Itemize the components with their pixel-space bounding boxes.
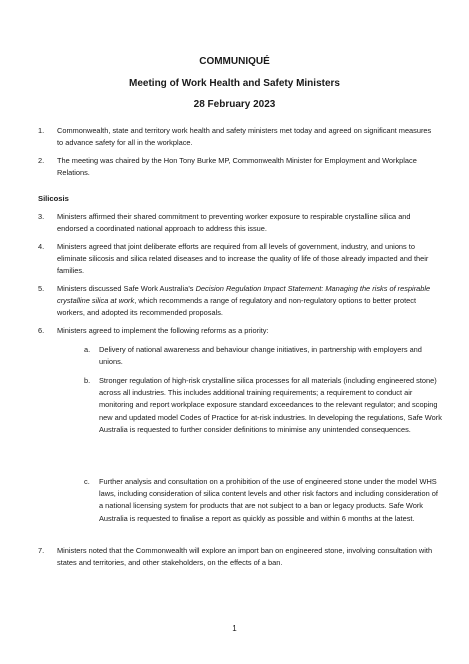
page-number: 1	[232, 624, 237, 633]
section-heading: Silicosis	[38, 194, 69, 203]
sub-item-text: Stronger regulation of high-risk crystalline silica processes for all materials (including engineered stone) across all industries. This includes additional training requirements; a requirement to conduct air monitoring and report workplace exposure standard exceedances to the relevant regulator; and scoping new and updated model Codes of Practice for at-risk industries. In developing the regulations, Safe Work Australia is requested to further consider definitions to minimise any unintended consequences.	[99, 376, 442, 434]
item-number: 5.	[38, 284, 45, 293]
list-item	[38, 155, 438, 179]
item-text: Commonwealth, state and territory work health and safety ministers met today and agreed on significant measures to advance safety for all in the workplace.	[57, 126, 432, 148]
sub-list-item	[84, 476, 444, 525]
sub-list-item	[84, 344, 444, 368]
item-text-before: Ministers discussed Safe Work Australia’s	[57, 284, 196, 293]
item-number: 3.	[38, 212, 45, 221]
item-text-after: , which recommends a range of regulatory and non-regulatory options to better protect workers, and adopted its recommended proposals.	[57, 296, 417, 318]
item-text: Ministers agreed that joint deliberate efforts are required from all levels of government, industry, and unions to eliminate silicosis and silica related diseases and to increase the quality of life of those already impacted and their families.	[57, 242, 429, 276]
item-number: 4.	[38, 242, 45, 251]
document-title-italic: Decision Regulation Impact Statement: Managing the risks of respirable crystalline silica at work	[57, 284, 431, 306]
item-text: Ministers agreed to implement the following reforms as a priority:	[57, 326, 269, 335]
item-text: Ministers affirmed their shared commitment to preventing worker exposure to respirable crystalline silica and endorsed a coordinated national approach to address this issue.	[57, 212, 411, 234]
document-date: 28 February 2023	[193, 99, 276, 110]
list-item	[38, 545, 438, 569]
sub-item-letter: b.	[84, 376, 91, 385]
list-item	[38, 125, 438, 149]
list-item	[38, 283, 438, 320]
sub-list-item	[84, 375, 444, 436]
item-number: 6.	[38, 326, 45, 335]
list-item	[38, 211, 438, 235]
sub-item-text: Delivery of national awareness and behaviour change initiatives, in partnership with employers and unions.	[99, 345, 422, 367]
list-item	[38, 325, 438, 337]
item-text: The meeting was chaired by the Hon Tony Burke MP, Commonwealth Minister for Employment and Workplace Relations.	[57, 156, 417, 178]
document-subtitle: Meeting of Work Health and Safety Ministers	[129, 78, 340, 89]
sub-item-letter: c.	[84, 477, 90, 486]
item-number: 1.	[38, 126, 45, 135]
document-title: COMMUNIQUÉ	[199, 56, 270, 67]
sub-item-letter: a.	[84, 345, 91, 354]
list-item	[38, 241, 438, 278]
sub-item-text: Further analysis and consultation on a prohibition of the use of engineered stone under the model WHS laws, including consideration of silica content levels and other risk factors and including consideration of a national licensing system for products that are not subject to a ban or legacy products. Safe Work Australia is requested to finalise a report as quickly as possible and within 6 months at the latest.	[99, 477, 438, 523]
item-number: 7.	[38, 546, 45, 555]
item-number: 2.	[38, 156, 45, 165]
item-text: Ministers noted that the Commonwealth will explore an import ban on engineered stone, involving consultation with states and territories, and other stakeholders, on the effects of a ban.	[57, 546, 433, 568]
item-text	[57, 283, 438, 320]
